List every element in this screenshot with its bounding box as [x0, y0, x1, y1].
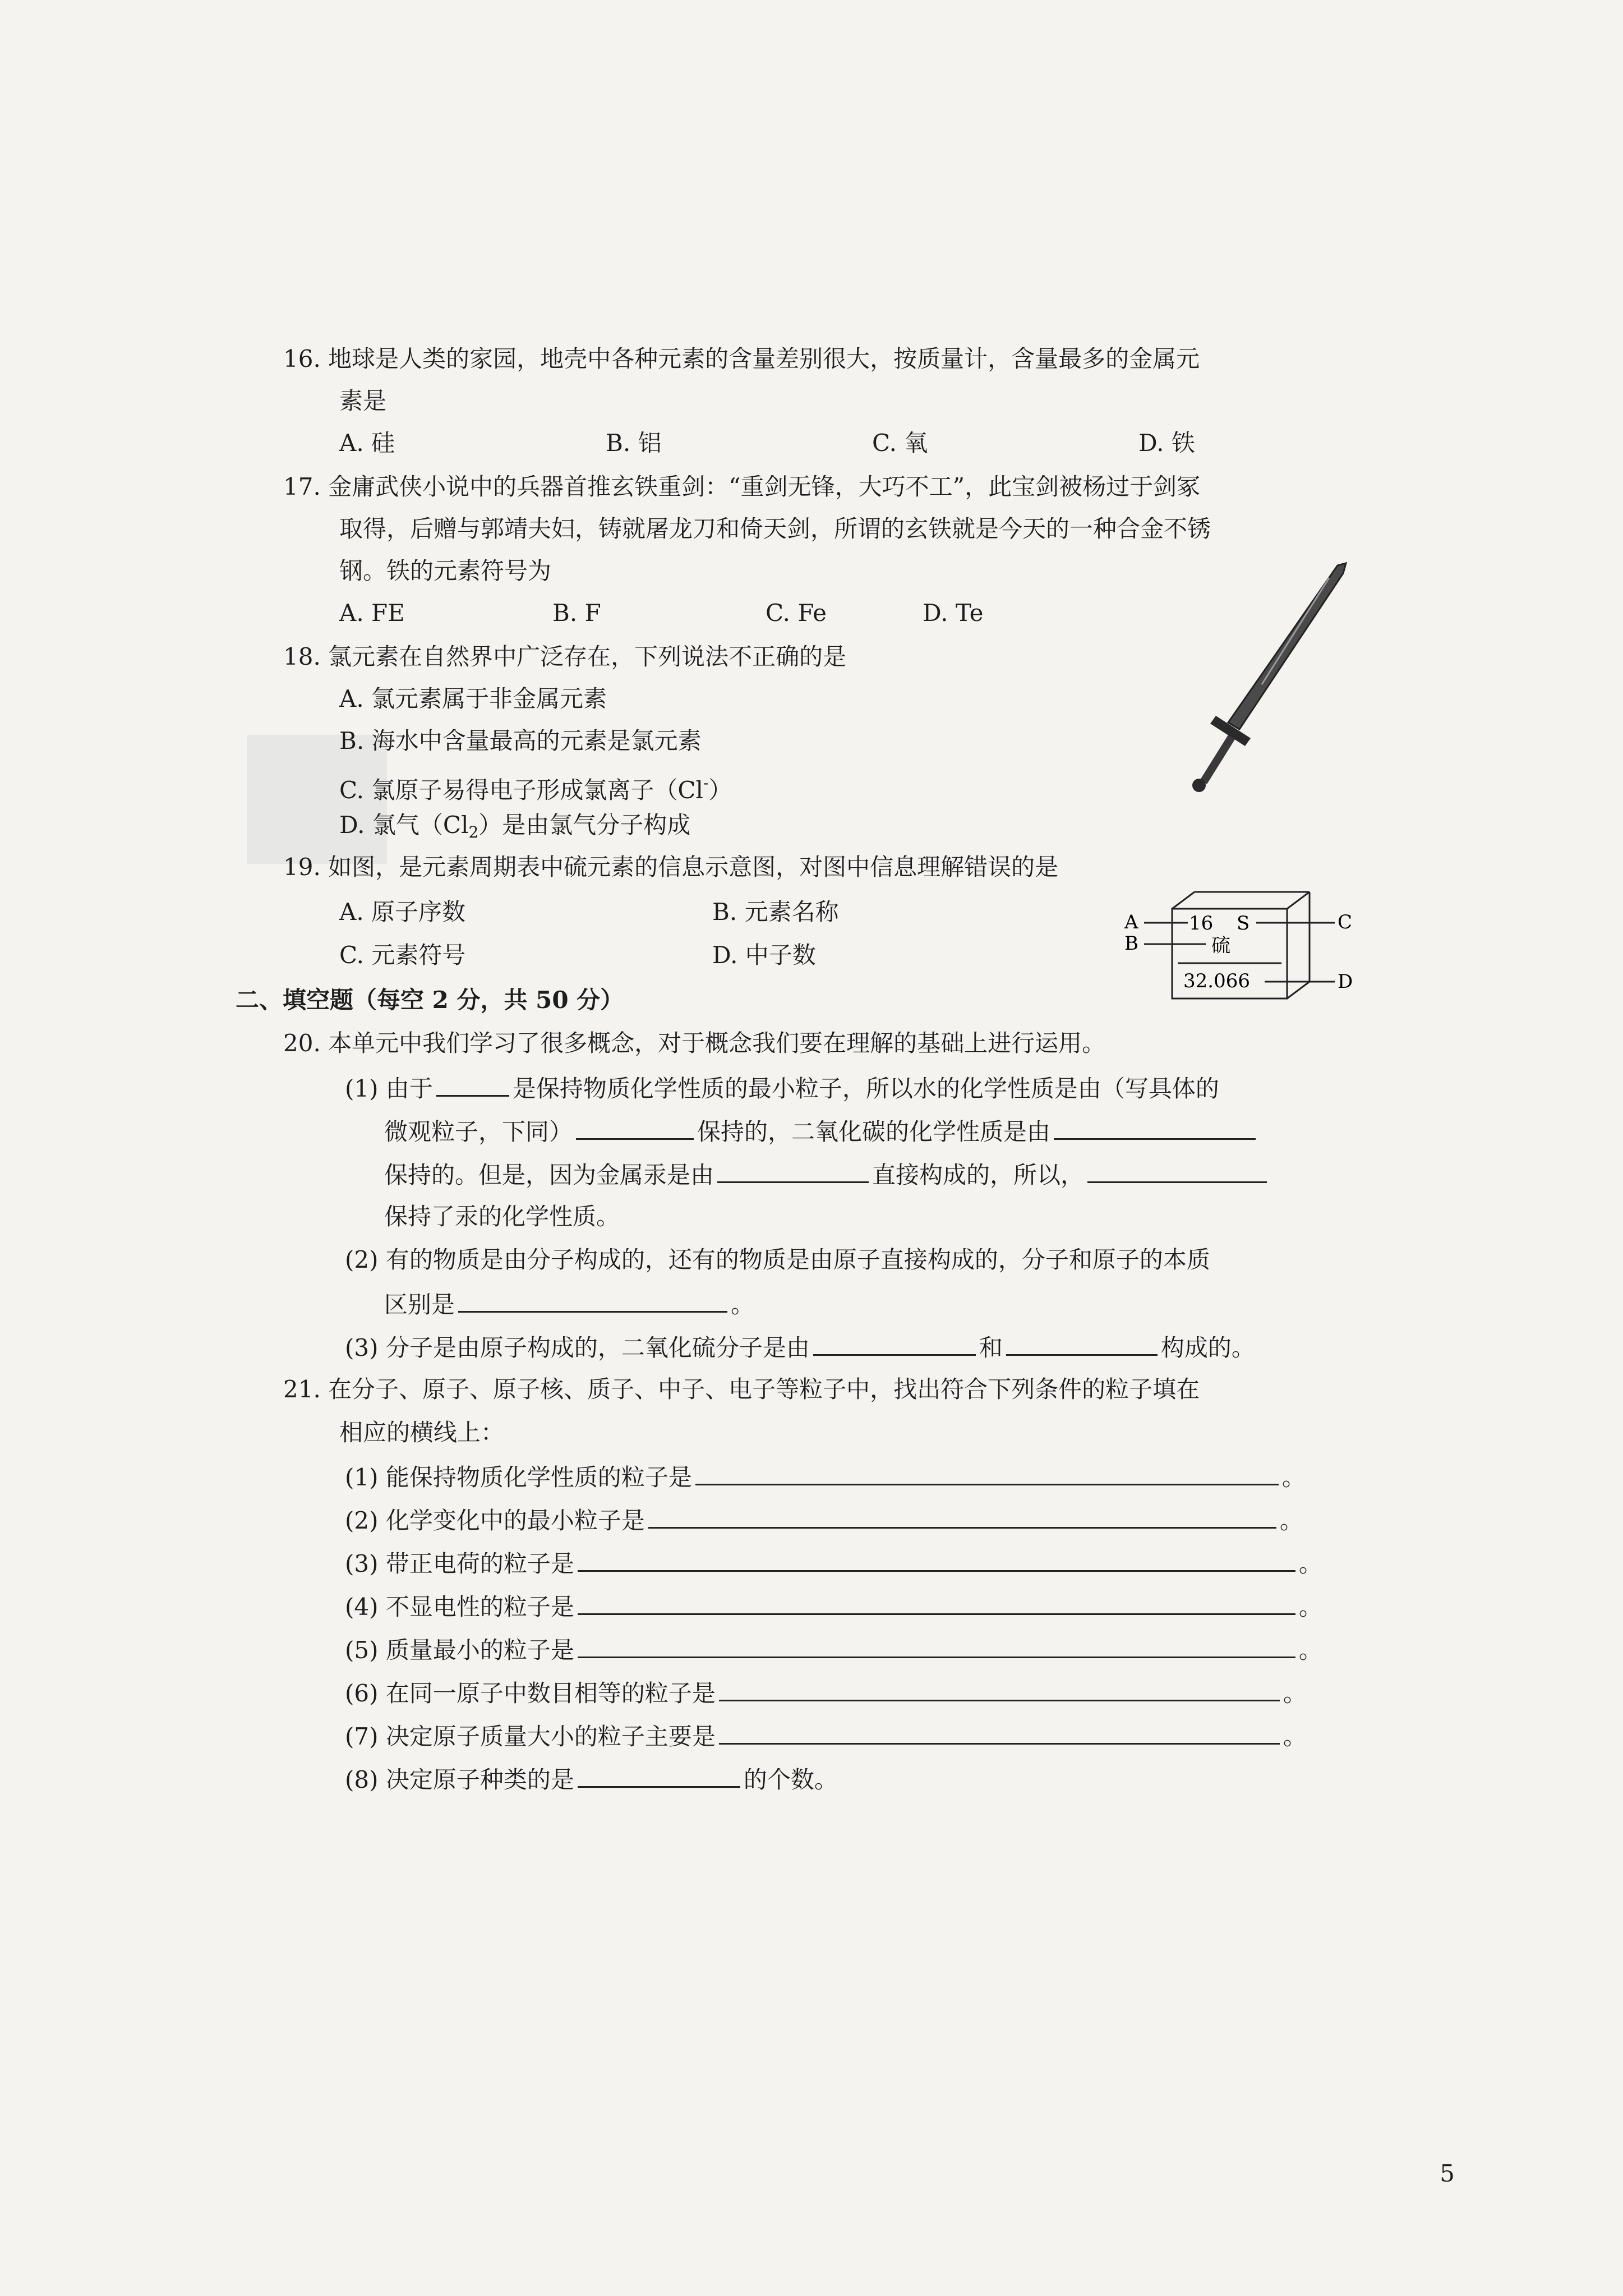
q20-blank-8[interactable]: [1006, 1329, 1158, 1356]
q20-blank-2[interactable]: [576, 1114, 694, 1140]
q16-stem-line2: 素是: [339, 387, 387, 415]
q21-blank-1[interactable]: [695, 1459, 1279, 1485]
q21-item-4: [345, 1589, 1322, 1624]
q20-blank-1[interactable]: [436, 1070, 509, 1097]
q20-p1-f: 直接构成的，所以，: [872, 1161, 1085, 1189]
q21-item-2-end: 。: [1279, 1507, 1303, 1534]
q17-option-a: A. FE: [339, 599, 405, 627]
q20-blank-6[interactable]: [458, 1286, 727, 1313]
q21-item-3-label: (3) 带正电荷的粒子是: [345, 1550, 574, 1577]
q19-option-c: C. 元素符号: [339, 941, 466, 969]
q17-stem-line3: 钢。铁的元素符号为: [339, 557, 552, 585]
q18-option-c: [339, 766, 732, 807]
sword-icon: [1192, 563, 1346, 792]
q20-part1-line3: [384, 1157, 1270, 1192]
q20-part1-line2: [384, 1114, 1259, 1149]
q17-stem-line2: 取得，后赠与郭靖夫妇，铸就屠龙刀和倚天剑，所谓的玄铁就是今天的一种合金不锈: [339, 515, 1211, 542]
q21-item-3-end: 。: [1298, 1550, 1322, 1577]
sulfur-element-figure: [1122, 889, 1357, 1007]
q16-option-c: C. 氧: [872, 429, 928, 457]
q21-item-8-label: (8) 决定原子种类的是: [345, 1766, 574, 1793]
figure-atomic-mass: 32.066: [1183, 970, 1250, 992]
q20-p3-a: (3) 分子是由原子构成的，二氧化硫分子是由: [345, 1334, 810, 1361]
q17-option-c: C. Fe: [766, 599, 827, 627]
q18-option-d: [339, 808, 690, 849]
q19-option-a: A. 原子序数: [339, 898, 466, 926]
q20-stem: 20. 本单元中我们学习了很多概念，对于概念我们要在理解的基础上进行运用。: [283, 1029, 1106, 1057]
q21-item-3: [345, 1545, 1322, 1581]
q20-blank-5[interactable]: [1087, 1157, 1267, 1183]
q21-item-5: [345, 1632, 1322, 1667]
q20-blank-4[interactable]: [717, 1157, 869, 1183]
q18-option-a: A. 氯元素属于非金属元素: [339, 685, 607, 712]
q21-item-7-label: (7) 决定原子质量大小的粒子主要是: [345, 1723, 716, 1750]
q20-p1-a: (1) 由于: [345, 1075, 433, 1102]
q18-option-c-sup: -: [703, 774, 709, 792]
q17-stem-line1: 17. 金庸武侠小说中的兵器首推玄铁重剑：“重剑无锋，大巧不工”，此宝剑被杨过于剑冢: [283, 473, 1201, 500]
q17-option-b: B. F: [552, 599, 601, 627]
q20-p3-b: 和: [979, 1334, 1003, 1361]
q20-blank-3[interactable]: [1054, 1114, 1256, 1140]
q20-part3: [345, 1329, 1255, 1365]
q21-blank-8[interactable]: [578, 1761, 740, 1788]
q21-item-4-end: 。: [1298, 1593, 1322, 1621]
q21-item-6: [345, 1675, 1307, 1710]
q20-p2-b: 区别是: [384, 1291, 455, 1318]
q20-p1-e: 保持的。但是，因为金属汞是由: [384, 1161, 714, 1189]
q19-option-d: D. 中子数: [712, 941, 816, 969]
q16-option-a: A. 硅: [339, 429, 395, 457]
q19-option-b: B. 元素名称: [712, 898, 839, 926]
q21-item-6-label: (6) 在同一原子中数目相等的粒子是: [345, 1680, 716, 1707]
q21-blank-4[interactable]: [578, 1589, 1295, 1615]
figure-label-b: B: [1124, 932, 1138, 955]
q21-item-8-end: 的个数。: [743, 1766, 838, 1793]
q18-option-c-close: ）: [708, 776, 732, 804]
figure-symbol: S: [1237, 912, 1250, 935]
q21-stem-line1: 21. 在分子、原子、原子核、质子、中子、电子等粒子中，找出符合下列条件的粒子填在: [283, 1375, 1200, 1403]
q20-part1-line1: [345, 1070, 1219, 1106]
q21-item-7: [345, 1718, 1307, 1754]
q20-p1-d: 保持的，二氧化碳的化学性质是由: [697, 1118, 1051, 1145]
q21-item-1-label: (1) 能保持物质化学性质的粒子是: [345, 1464, 692, 1491]
figure-label-c: C: [1338, 911, 1353, 933]
q20-part1-line4: 保持了汞的化学性质。: [384, 1203, 620, 1230]
q16-option-b: B. 铝: [606, 429, 662, 457]
q18-option-d-sub: 2: [468, 823, 479, 841]
q18-option-b: B. 海水中含量最高的元素是氯元素: [339, 727, 702, 754]
q21-item-1: [345, 1459, 1306, 1494]
q18-option-d-rest: ）是由氯气分子构成: [478, 811, 691, 839]
q17-option-d: D. Te: [923, 599, 984, 627]
q21-blank-6[interactable]: [719, 1675, 1280, 1701]
q21-item-1-end: 。: [1281, 1464, 1306, 1491]
q21-item-8: [345, 1761, 838, 1797]
q20-p3-c: 构成的。: [1160, 1334, 1255, 1361]
section-fill-in-title: 二、填空题（每空 2 分，共 50 分）: [236, 986, 624, 1014]
q20-blank-7[interactable]: [813, 1329, 976, 1356]
q21-blank-5[interactable]: [578, 1632, 1295, 1658]
q21-item-5-label: (5) 质量最小的粒子是: [345, 1636, 574, 1664]
sword-illustration: [1161, 561, 1352, 802]
q20-part2-line2: [384, 1286, 754, 1322]
figure-element-name: 硫: [1211, 935, 1230, 957]
q16-stem-line1: 16. 地球是人类的家园，地壳中各种元素的含量差别很大，按质量计，含量最多的金属元: [283, 345, 1200, 372]
q21-item-6-end: 。: [1283, 1680, 1307, 1707]
q16-option-d: D. 铁: [1138, 429, 1195, 457]
q21-item-5-end: 。: [1298, 1636, 1322, 1664]
q21-item-2: [345, 1502, 1303, 1538]
q20-p1-c: 微观粒子，下同）: [384, 1118, 573, 1145]
q21-blank-2[interactable]: [648, 1502, 1276, 1529]
q20-p1-b: 是保持物质化学性质的最小粒子，所以水的化学性质是由（写具体的: [512, 1075, 1219, 1102]
q21-blank-7[interactable]: [719, 1718, 1280, 1745]
q18-option-d-text: D. 氯气（Cl: [339, 811, 469, 839]
q21-item-7-end: 。: [1283, 1723, 1307, 1750]
q21-blank-3[interactable]: [578, 1545, 1295, 1572]
q18-stem: 18. 氯元素在自然界中广泛存在，下列说法不正确的是: [283, 643, 847, 670]
q21-item-2-label: (2) 化学变化中的最小粒子是: [345, 1507, 645, 1534]
q20-part2-line1: (2) 有的物质是由分子构成的，还有的物质是由原子直接构成的，分子和原子的本质: [345, 1246, 1210, 1273]
figure-label-d: D: [1338, 970, 1353, 993]
q19-stem: 19. 如图，是元素周期表中硫元素的信息示意图，对图中信息理解错误的是: [283, 853, 1059, 881]
q21-stem-line2: 相应的横线上：: [339, 1419, 505, 1446]
q20-p2-c: 。: [731, 1291, 755, 1318]
page-number: 5: [1440, 2160, 1455, 2187]
figure-label-a: A: [1124, 911, 1138, 933]
q21-item-4-label: (4) 不显电性的粒子是: [345, 1593, 574, 1621]
figure-atomic-number: 16: [1189, 912, 1214, 935]
q18-option-c-text: C. 氯原子易得电子形成氯离子（Cl: [339, 776, 703, 804]
